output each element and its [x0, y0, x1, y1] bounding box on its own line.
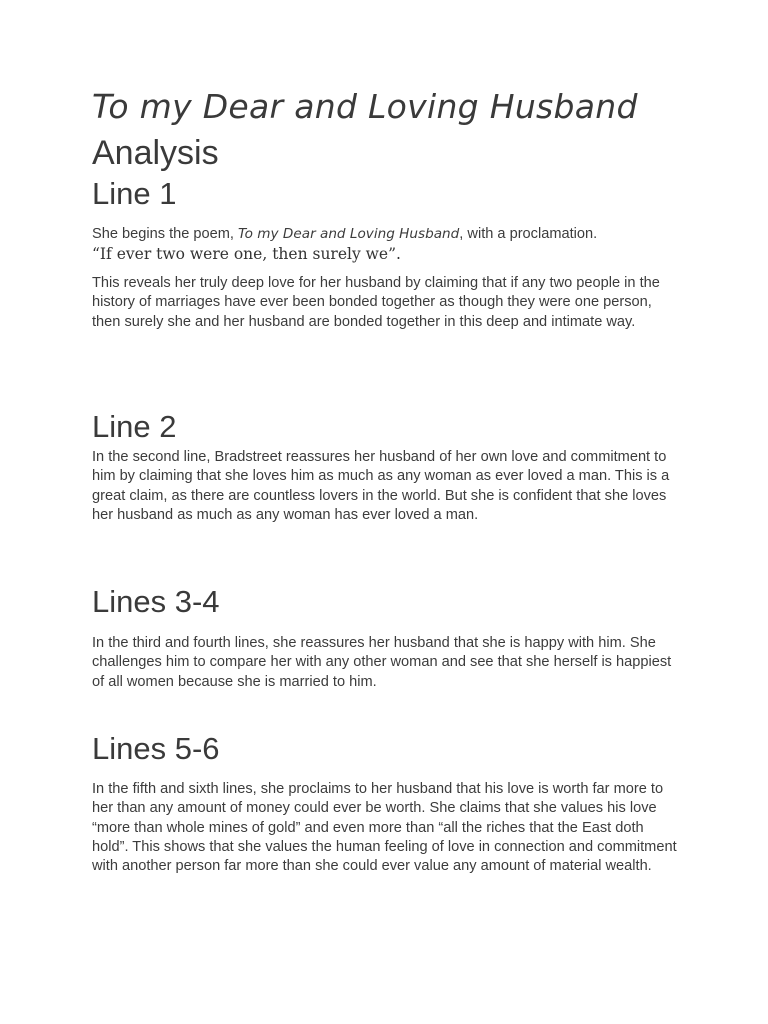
section-body-line-1: This reveals her truly deep love for her husband by claiming that if any two people in the history of marriages have ever been bonded together as though they were one person, then surely she and her husband are bonded together in this deep and intimate way.: [92, 275, 660, 330]
section-body-line-2: In the second line, Bradstreet reassures her husband of her own love and commitment to him by claiming that she loves him as much as any woman as ever loved a man. This is a great claim, as there are countless lovers in the world. But she is confident that she loves her husband as much as any woman has ever loved a man.: [92, 449, 670, 523]
section-body-lines-3-4: In the third and fourth lines, she reassures her husband that she is happy with him. She challenges him to compare her with any other woman and see that she herself is happiest of all women because she is married to him.: [92, 635, 672, 690]
title-suffix: Analysis: [92, 134, 219, 172]
section-intro-line-1: [92, 225, 682, 244]
section-heading-lines-3-4: Lines 3-4: [92, 584, 220, 619]
title-poem-name: To my Dear and Loving Husband: [92, 87, 638, 126]
section-heading-line-2: Line 2: [92, 409, 177, 444]
intro-text-after: , with a proclamation.: [459, 226, 598, 242]
intro-poem-title: To my Dear and Loving Husband: [238, 226, 460, 242]
intro-text-before: She begins the poem,: [92, 226, 239, 242]
section-heading-line-1: Line 1: [92, 176, 177, 211]
section-heading-lines-5-6: Lines 5-6: [92, 731, 220, 766]
page-title: [92, 84, 692, 176]
poem-quote: “If ever two were one, then surely we”.: [92, 245, 401, 263]
section-body-lines-5-6: In the fifth and sixth lines, she proclaims to her husband that his love is worth far more to her than any amount of money could ever be worth. She claims that she values his love “more than whole mines of gold” and even more than “all the riches that the East doth hold”. This shows that she values the human feeling of love in connection and commitment with another person far more than she could ever value any amount of material wealth.: [92, 781, 677, 875]
